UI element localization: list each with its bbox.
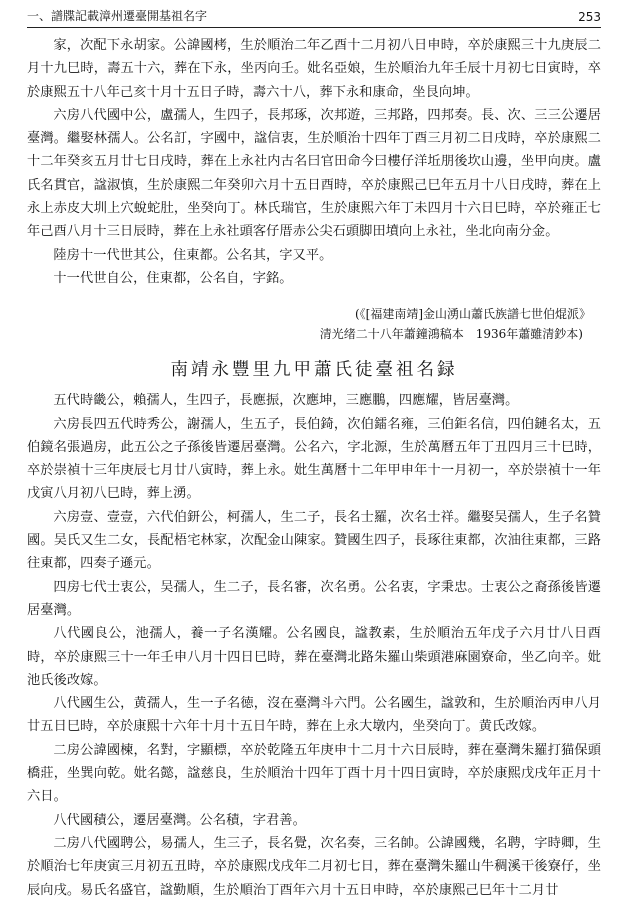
paragraph: 五代時畿公，賴孺人，生四子，長應振，次應坤，三應鵬，四應耀，皆居臺灣。	[53, 393, 519, 409]
paragraph: 十一代世自公，住東都，公名自，字銘。	[53, 270, 293, 286]
paragraph: 家，次配下永胡家。公諱國栲，生於順治二年乙酉十二月初八日申時，卒於康熙三十九庚辰二月十九巳時，壽五十六，葬在下永，坐丙向壬。妣名亞娘，生於順治九年壬辰十月初七日寅時，卒於康熙五十八年己亥十月十五日子時，壽六十八，葬下永和康命，坐艮向坤。	[27, 38, 601, 100]
paragraph: 四房七代士衷公，吴孺人，生二子，長名審，次名勇。公名衷，字秉忠。士衷公之裔孫後皆遷居臺灣。	[27, 579, 601, 618]
paragraph: 八代國積公，遷居臺灣。公名積，字君善。	[53, 812, 306, 828]
paragraph: 六房八代國中公，盧孺人，生四子，長邦琢，次邦遊，三邦路，四邦奏。長、次、三三公遷居臺灣。繼娶林孺人。公名訂，字國中，諡信衷，生於順治十四年丁酉三月初二日戌時，卒於康熙二十二年癸亥五月廿七日戌時，葬在上永社内古名曰官田命今曰樓仔洋坵朋後坎山邊，坐甲向庚。盧氏名貫官，諡淑慎，生於康熙二年癸卯六月十五日酉時，卒於康熙己巳年五月十八日戌時，葬在上永上赤皮大圳上穴蛻蛇肚，坐癸向丁。林氏瑞官，生於康熙六年丁未四月十六日巳時，卒於雍正七年己酉八月十三日辰時，葬在上永社頭客仔厝赤公尖石頭脚田墳向上永社，坐北向南分金。	[27, 107, 601, 240]
section-title: 南靖永豐里九甲蕭氏徒臺祖名録	[170, 360, 458, 381]
paragraph: 二房八代國聘公，易孺人，生三子，長名覺，次名奏，三名帥。公諱國幾，名聘，字時卿，生於順治七年庚寅三月初五丑時，卒於康熙戊戌年二月初七日，葬在臺灣朱羅山牛稠溪干後寮仔，坐辰向戌。易氏名盛官，諡勤順，生於順治丁酉年六月十五日申時，卒於康熙己巳年十二月廿	[27, 835, 601, 898]
source-line-2: 清光绪二十八年蕭鐘鴻稿本 1936年蕭雖清鈔本)	[319, 327, 583, 342]
paragraph: 八代國生公，黄孺人，生一子名徳，沒在臺灣斗六門。公名國生，諡敦和，生於順治丙申八月廿五日巳時，卒於康熙十六年十月十五日午時，葬在上永大墩内，坐癸向丁。黄氏改嫁。	[27, 696, 601, 735]
paragraph: 陸房十一代世其公，住東都。公名其，字又平。	[53, 247, 333, 263]
paragraph: 六房長四五代時秀公，謝孺人，生五子，長伯錡，次伯鐳名雍，三伯鉅名信，四伯鏈名太，五伯鏡名張過房，此五公之子孫後皆遷居臺灣。公名六，字北源，生於萬曆五年丁丑四月三十巳時，卒於崇禎十三年庚辰七月廿八寅時，葬上永。妣生萬曆十二年甲申年十一月初一，卒於崇禎十一年戊寅八月初八巳時，葬上湧。	[27, 416, 601, 502]
source-citation	[27, 304, 591, 344]
source-line-1: (《[福建南靖]金山湧山蕭氏族譜七世伯焜派》	[354, 307, 591, 322]
page-header	[27, 0, 601, 28]
paragraph: 二房公諱國楝，名對，字顯標，卒於乾隆五年庚申十二月十六日辰時，葬在臺灣朱羅打猫保頭橋莊，坐巽向乾。妣名懿，諡慈良，生於順治十四年丁酉十月十四日寅時，卒於康熙戊戌年正月十六日。	[27, 742, 601, 805]
page-body	[27, 34, 601, 902]
page-number: 253	[578, 10, 601, 24]
running-title: 一、譜牒記載漳州遷臺開基祖名字	[27, 9, 208, 23]
paragraph: 八代國良公，池孺人，養一子名漢耀。公名國良，諡教素，生於順治五年戊子六月廿八日酉時，卒於康熙三十一年壬申八月十四日巳時，葬在臺灣北路朱羅山柴頭港麻園寮命，坐乙向辛。妣池氏後改嫁。	[27, 626, 601, 688]
paragraph: 六房壹、壹壹，六代伯鈃公，柯孺人，生二子，長名士羅，次名士祥。繼娶吴孺人，生子名贊國。吴氏又生二女，長配梧宅林家，次配金山陳家。贊國生四子，長琢往東都，次油往東都，三路往東都，四奏子遜元。	[27, 509, 601, 572]
